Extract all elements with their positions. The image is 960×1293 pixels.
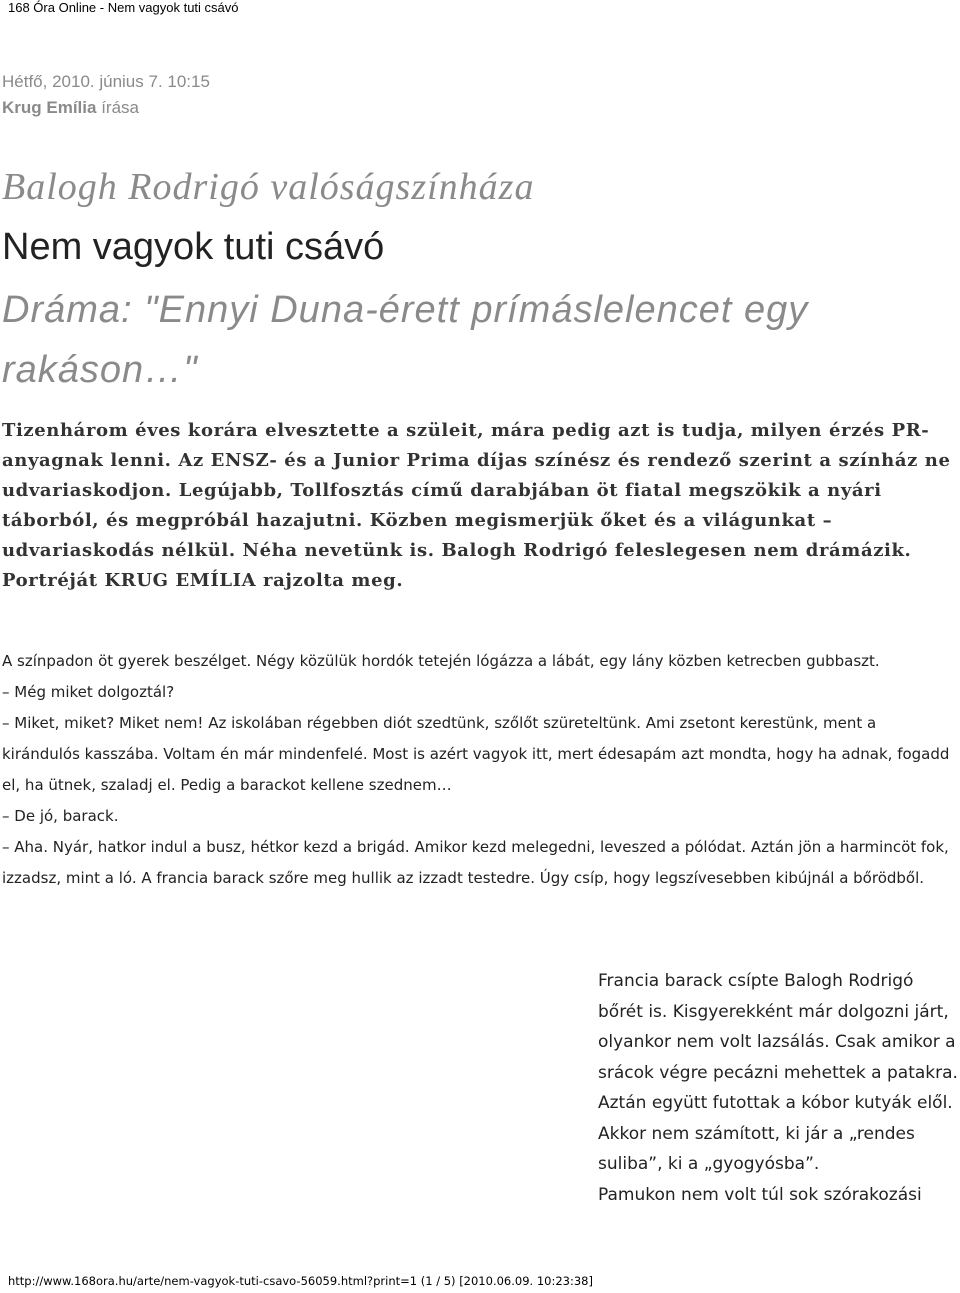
article-body <box>2 646 957 894</box>
body-paragraph: – De jó, barack. <box>2 807 119 825</box>
article-kicker: Balogh Rodrigó valóságszínháza <box>2 166 535 208</box>
byline <box>2 96 139 120</box>
article-date: Hétfő, 2010. június 7. 10:15 <box>2 72 210 91</box>
author-link[interactable]: Krug Emília <box>2 98 97 117</box>
article-title: Nem vagyok tuti csávó <box>2 226 385 268</box>
body-paragraph: A színpadon öt gyerek beszélget. Négy közülük hordók tetején lógázza a lábát, egy lány közben ketrecben gubbaszt. <box>2 652 880 670</box>
article-sidebar-text <box>598 966 958 1210</box>
body-paragraph: – Aha. Nyár, hatkor indul a busz, hétkor kezd a brigád. Amikor kezd melegedni, leveszed a pólódat. Aztán jön a harmincöt fok, izzadsz, mint a ló. A francia barack szőre meg hullik az izzadt testedre. Úgy csíp, hogy legszívesebben kibújnál a bőrödből. <box>2 838 949 887</box>
body-paragraph: – Miket, miket? Miket nem! Az iskolában régebben diót szedtünk, szőlőt szüreteltünk. Ami zsetont kerestünk, ment a kirándulós kasszába. Voltam én már mindenfelé. Most is azért vagyok itt, mert édesapám azt mondta, hogy ha adnak, fogadd el, ha ütnek, szaladj el. Pedig a barackot kellene szednem… <box>2 714 950 794</box>
article-lead: Tizenhárom éves korára elvesztette a szüleit, mára pedig azt is tudja, milyen érzés PR-anyagnak lenni. Az ENSZ- és a Junior Prima díjas színész és rendező szerint a színház ne udvariaskodjon. Legújabb, Tollfosztás című darabjában öt fiatal megszökik a nyári táborból, és megpróbál hazajutni. Közben megismerjük őket és a világunkat – udvariaskodás nélkül. Néha nevetünk is. Balogh Rodrigó feleslegesen nem drámázik. Portréját KRUG EMÍLIA rajzolta meg. <box>2 420 951 591</box>
article-subtitle: Dráma: "Ennyi Duna-érett prímáslelencet egy rakáson…" <box>2 289 809 391</box>
byline-suffix: írása <box>101 98 139 117</box>
body-paragraph: – Még miket dolgoztál? <box>2 683 175 701</box>
print-footer-url: http://www.168ora.hu/arte/nem-vagyok-tuti-csavo-56059.html?print=1 (1 / 5) [2010.06.09. 10:23:38] <box>8 1274 593 1288</box>
page-header-title: 168 Óra Online - Nem vagyok tuti csávó <box>8 0 239 15</box>
sidebar-paragraph: Francia barack csípte Balogh Rodrigó bőrét is. Kisgyerekként már dolgozni járt, olyankor nem volt lazsálás. Csak amikor a srácok végre pecázni mehettek a patakra. Aztán együtt futottak a kóbor kutyák elől. Akkor nem számított, ki jár a „rendes suliba”, ki a „gyogyósba”. <box>598 971 958 1174</box>
sidebar-paragraph: Pamukon nem volt túl sok szórakozási <box>598 1184 922 1205</box>
